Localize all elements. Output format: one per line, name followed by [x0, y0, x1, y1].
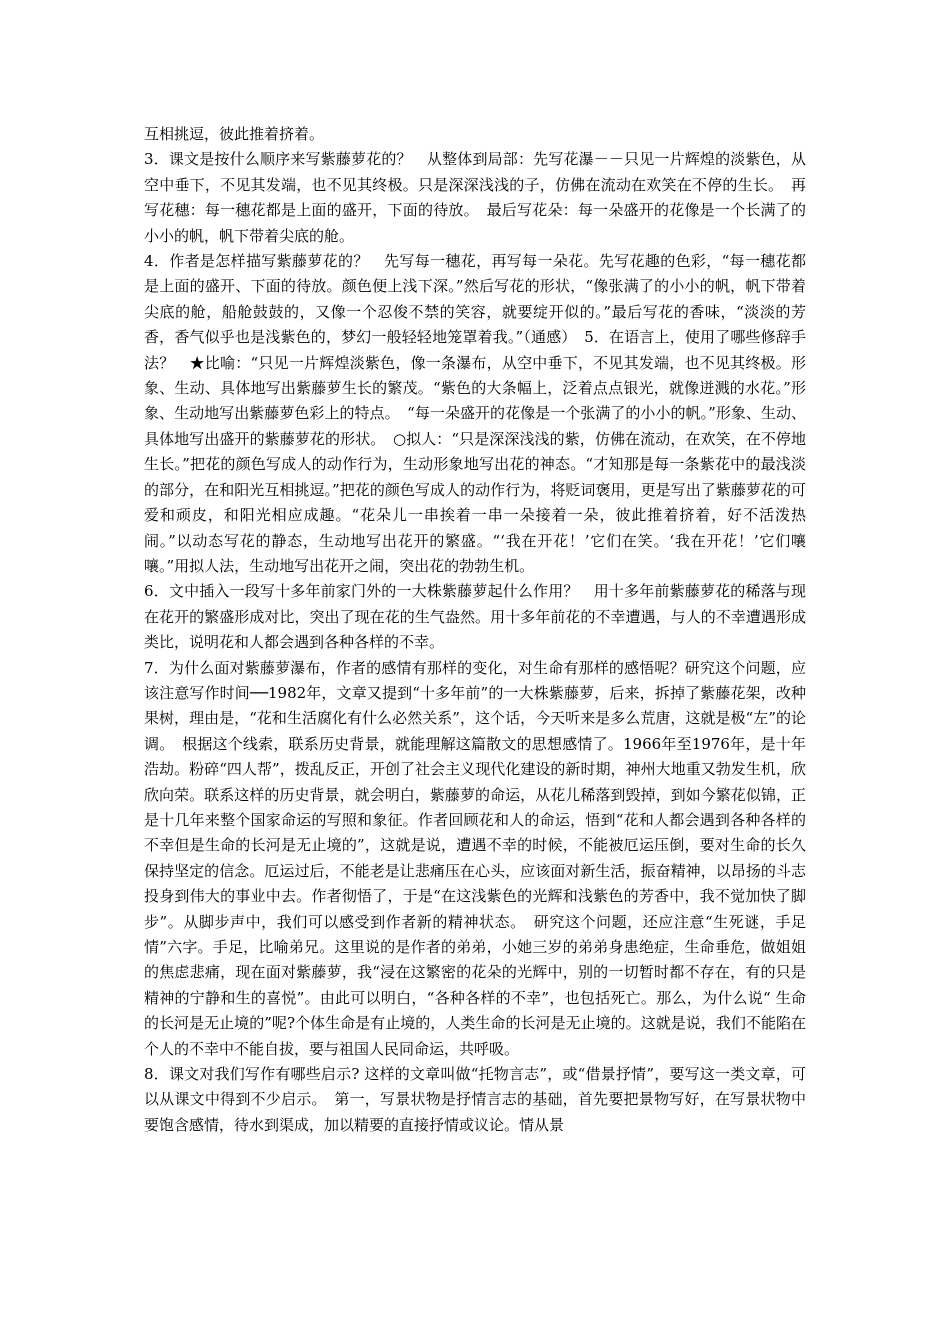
- question-4-5-paragraph: 4．作者是怎样描写紫藤萝花的？ 先写每一穗花，再写每一朵花。先写花趣的色彩，“每一穗花都是上面的盛开、下面的待放。颜色便上浅下深。”然后写花的形状，“像张满了的小小的帆，帆下带着尖底的舱，船舱鼓鼓的，又像一个忍俊不禁的笑容，就要绽开似的。”最后写花的香味，“淡淡的芳香，香气似乎也是浅紫色的，梦幻一般轻轻地笼罩着我。”（通感） 5．在语言上，使用了哪些修辞手法？ ★比喻：“只见一片辉煌淡紫色，像一条瀑布，从空中垂下，不见其发端，也不见其终极。形象、生动、具体地写出紫藤萝生长的繁茂。“紫色的大条幅上，泛着点点银光，就像迸溅的水花。”形象、生动地写出紫藤萝色彩上的特点。 “每一朵盛开的花像是一个张满了的小小的帆。”形象、生动、具体地写出盛开的紫藤萝花的形状。 ○拟人：“只是深深浅浅的紫，仿佛在流动，在欢笑，在不停地生长。”把花的颜色写成人的动作行为，生动形象地写出花的神态。“才知那是每一条紫花中的最浅淡的部分，在和阳光互相挑逗。”把花的颜色写成人的动作行为，将贬词褒用，更是写出了紫藤萝花的可爱和顽皮，和阳光相应成趣。“花朵儿一串挨着一串一朵接着一朵，彼此推着挤着，好不活泼热闹。”以动态写花的静态，生动地写出花开的繁盛。“‘我在开花！’它们在笑。‘我在开花！’它们嚷嚷。”用拟人法，生动地写出花开之闹，突出花的勃勃生机。: [144, 252, 806, 575]
- question-8-paragraph: 8．课文对我们写作有哪些启示? 这样的文章叫做“托物言志”，或“借景抒情”，要写这一类文章，可以从课文中得到不少启示。 第一，写景状物是抒情言志的基础，首先要把景物写好，在写景状物中要饱含感情，待水到渠成，加以精要的直接抒情或议论。情从景: [144, 1065, 806, 1134]
- question-6-paragraph: 6．文中插入一段写十多年前家门外的一大株紫藤萝起什么作用？ 用十多年前紫藤萝花的稀落与现在花开的繁盛形成对比，突出了现在花的生气盎然。用十多年前花的不幸遭遇，与人的不幸遭遇形成类比，说明花和人都会遇到各种各样的不幸。: [144, 582, 806, 652]
- question-3-paragraph: 3．课文是按什么顺序来写紫藤萝花的？ 从整体到局部：先写花瀑－－只见一片辉煌的淡紫色，从空中垂下，不见其发端，也不见其终极。只是深深浅浅的子，仿佛在流动在欢笑在不停的生长。 再写花穗：每一穗花都是上面的盛开，下面的待放。 最后写花朵：每一朵盛开的花像是一个长满了的小小的帆，帆下带着尖底的舱。: [144, 150, 806, 245]
- question-7-paragraph: 7．为什么面对紫藤萝瀑布，作者的感情有那样的变化，对生命有那样的感悟呢？研究这个问题，应该注意写作时间──1982年，文章又提到“十多年前”的一大株紫藤萝，后来，拆掉了紫藤花架，改种果树，理由是，“花和生活腐化有什么必然关系”，这个话，今天听来是多么荒唐，这就是极“左”的论调。 根据这个线索，联系历史背景，就能理解这篇散文的思想感情了。1966年至1976年，是十年浩劫。粉碎“四人帮”，拨乱反正，开创了社会主义现代化建设的新时期，神州大地重又勃发生机，欣欣向荣。联系这样的历史背景，就会明白，紫藤萝的命运，从花儿稀落到毁掉，到如今繁花似锦，正是十几年来整个国家命运的写照和象征。作者回顾花和人的命运，悟到“花和人都会遇到各种各样的不幸但是生命的长河是无止境的”，这就是说，遭遇不幸的时候，不能被厄运压倒，要对生命的长久保持坚定的信念。厄运过后，不能老是让悲痛压在心头，应该面对新生活，振奋精神，以昂扬的斗志投身到伟大的事业中去。作者彻悟了，于是“在这浅紫色的光辉和浅紫色的芳香中，我不觉加快了脚步”。从脚步声中，我们可以感受到作者新的精神状态。 研究这个问题，还应注意“生死谜，手足情”六字。手足，比喻弟兄。这里说的是作者的弟弟，小她三岁的弟弟身患绝症，生命垂危，做姐姐的焦虑悲痛，现在面对紫藤萝，我“浸在这繁密的花朵的光辉中，别的一切暂时都不存在，有的只是精神的宁静和生的喜悦”。由此可以明白，“各种各样的不幸”，也包括死亡。那么，为什么说“ 生命的长河是无止境的”呢?个体生命是有止境的，人类生命的长河是无止境的。这就是说，我们不能陷在个人的不幸中不能自拔，要与祖国人民同命运，共呼吸。: [144, 658, 806, 1058]
- document-page: [144, 122, 806, 1138]
- paragraph-fragment: 互相挑逗，彼此推着挤着。: [144, 125, 325, 143]
